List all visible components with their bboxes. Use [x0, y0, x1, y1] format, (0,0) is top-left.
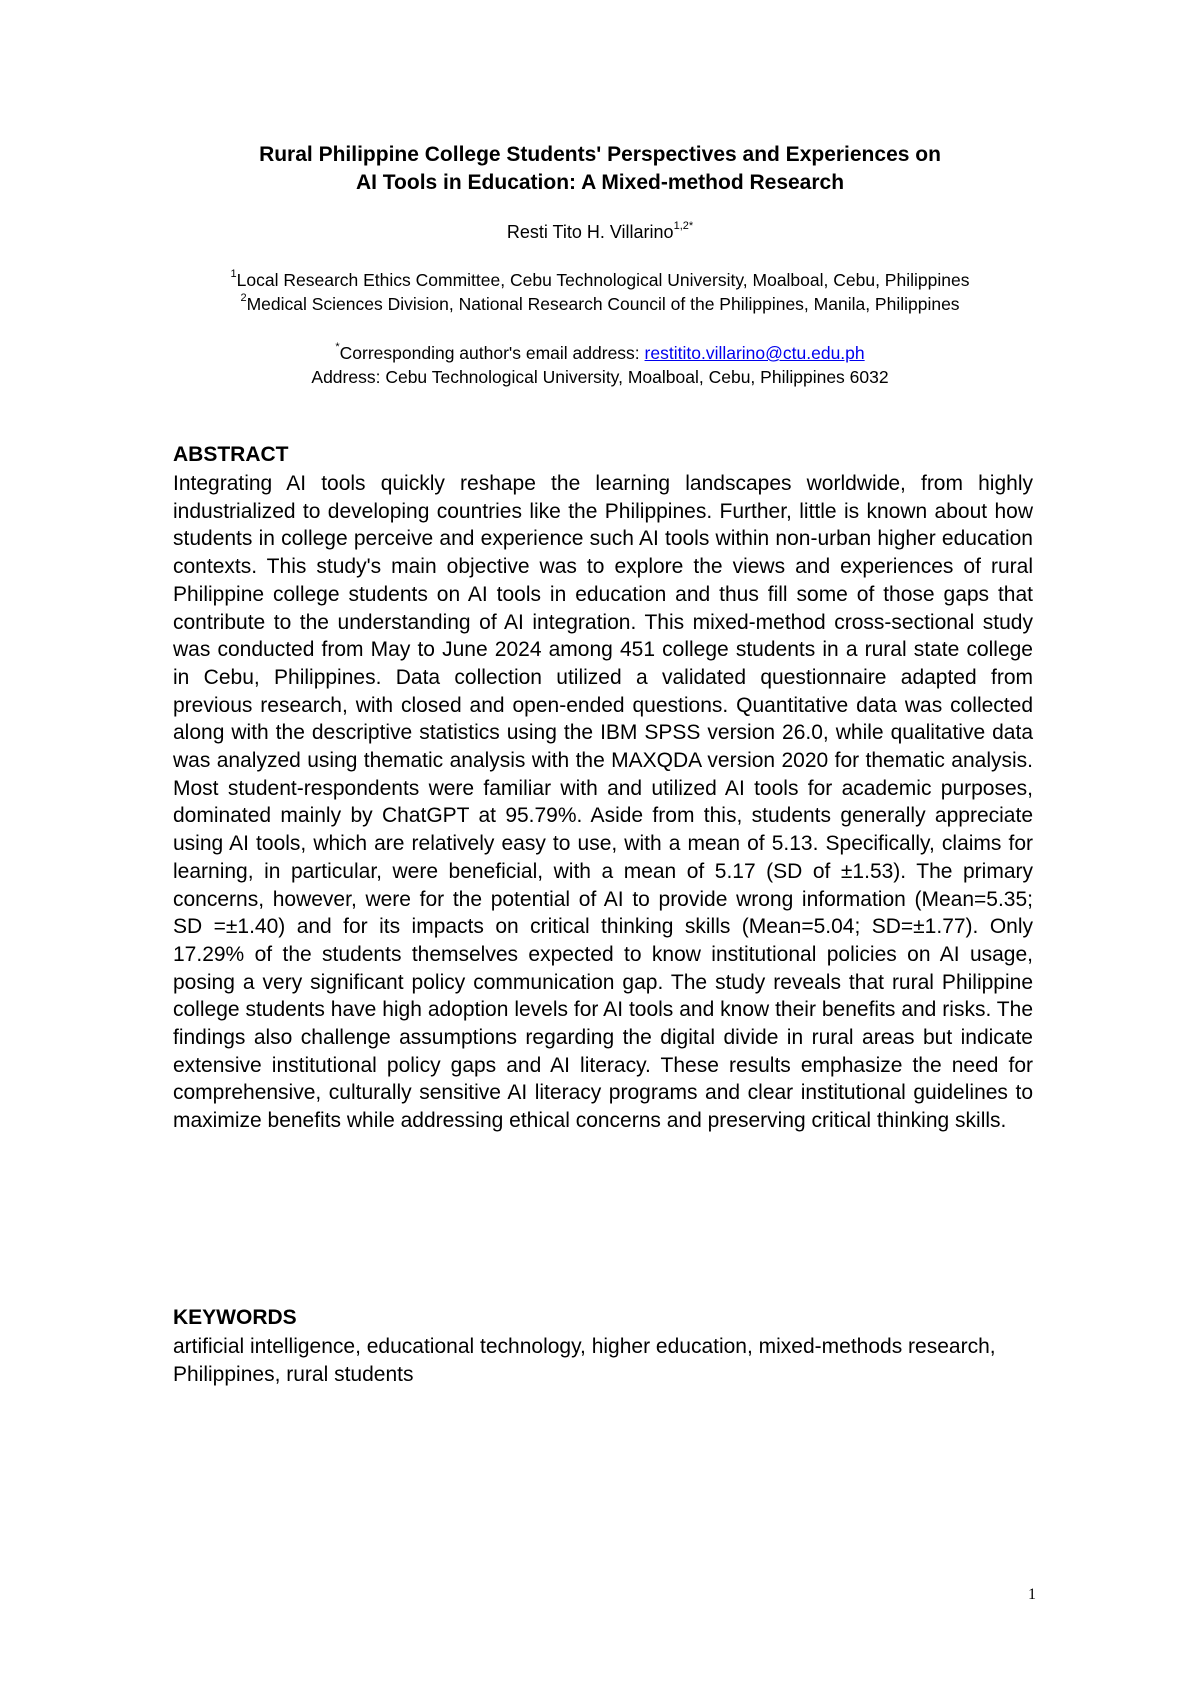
postal-address: Address: Cebu Technological University, Moalboal, Cebu, Philippines 6032 — [311, 367, 889, 387]
author-name: Resti Tito H. Villarino — [506, 222, 674, 242]
abstract-heading: ABSTRACT — [173, 443, 289, 466]
keywords-heading: KEYWORDS — [173, 1306, 297, 1329]
email-label: Corresponding author's email address: — [339, 343, 645, 363]
affiliation-2-text: Medical Sciences Division, National Research Council of the Philippines, Manila, Philippines — [246, 294, 960, 314]
paper-title-line-1: Rural Philippine College Students' Perspectives and Experiences on — [259, 143, 941, 166]
paper-title-line-2: AI Tools in Education: A Mixed-method Research — [355, 171, 845, 194]
affiliation-1-marker: 1 — [230, 268, 237, 281]
affiliation-2-marker: 2 — [240, 292, 247, 305]
affiliation-1 — [100, 268, 1100, 292]
corresponding-marker: * — [335, 341, 340, 354]
page-number: 1 — [1028, 1586, 1036, 1603]
keywords-text: artificial intelligence, educational technology, higher education, mixed-methods research, Philippines, rural students — [173, 1335, 996, 1386]
email-link[interactable]: restitito.villarino@ctu.edu.ph — [644, 343, 865, 363]
contact-info — [100, 341, 1100, 389]
affiliation-2 — [100, 292, 1100, 316]
abstract-text: Integrating AI tools quickly reshape the learning landscapes worldwide, from highly industrialized to developing countries like the Philippines. Further, little is known about how students in college perceive and experience such AI tools within non-urban higher education contexts. This study's main objective was to explore the views and experiences of rural Philippine college students on AI tools in education and thus fill some of those gaps that contribute to the understanding of AI integration. This mixed-method cross-sectional study was conducted from May to June 2024 among 451 college students in a rural state college in Cebu, Philippines. Data collection utilized a validated questionnaire adapted from previous research, with closed and open-ended questions. Quantitative data was collected along with the descriptive statistics using the IBM SPSS version 26.0, while qualitative data was analyzed using thematic analysis with the MAXQDA version 2020 for thematic analysis. Most student-respondents were familiar with and utilized AI tools for academic purposes, dominated mainly by ChatGPT at 95.79%. Aside from this, students generally appreciate using AI tools, which are relatively easy to use, with a mean of 5.13. Specifically, claims for learning, in particular, were beneficial, with a mean of 5.17 (SD of ±1.53). The primary concerns, however, were for the potential of AI to provide wrong information (Mean=5.35; SD =±1.40) and for its impacts on critical thinking skills (Mean=5.04; SD=±1.77). Only 17.29% of the students themselves expected to know institutional policies on AI usage, posing a very significant policy communication gap. The study reveals that rural Philippine college students have high adoption levels for AI tools and know their benefits and risks. The findings also challenge assumptions regarding the digital divide in rural areas but indicate extensive institutional policy gaps and AI literacy. These results emphasize the need for comprehensive, culturally sensitive AI literacy programs and clear institutional guidelines to maximize benefits while addressing ethical concerns and preserving critical thinking skills. — [173, 472, 1033, 1133]
paper-title — [150, 141, 1050, 197]
affiliations — [100, 268, 1100, 316]
affiliation-1-text: Local Research Ethics Committee, Cebu Technological University, Moalboal, Cebu, Philippines — [236, 270, 970, 290]
corresponding-email-line — [100, 341, 1100, 365]
author-affiliation-markers: 1,2* — [673, 220, 694, 232]
author-line — [150, 220, 1050, 244]
